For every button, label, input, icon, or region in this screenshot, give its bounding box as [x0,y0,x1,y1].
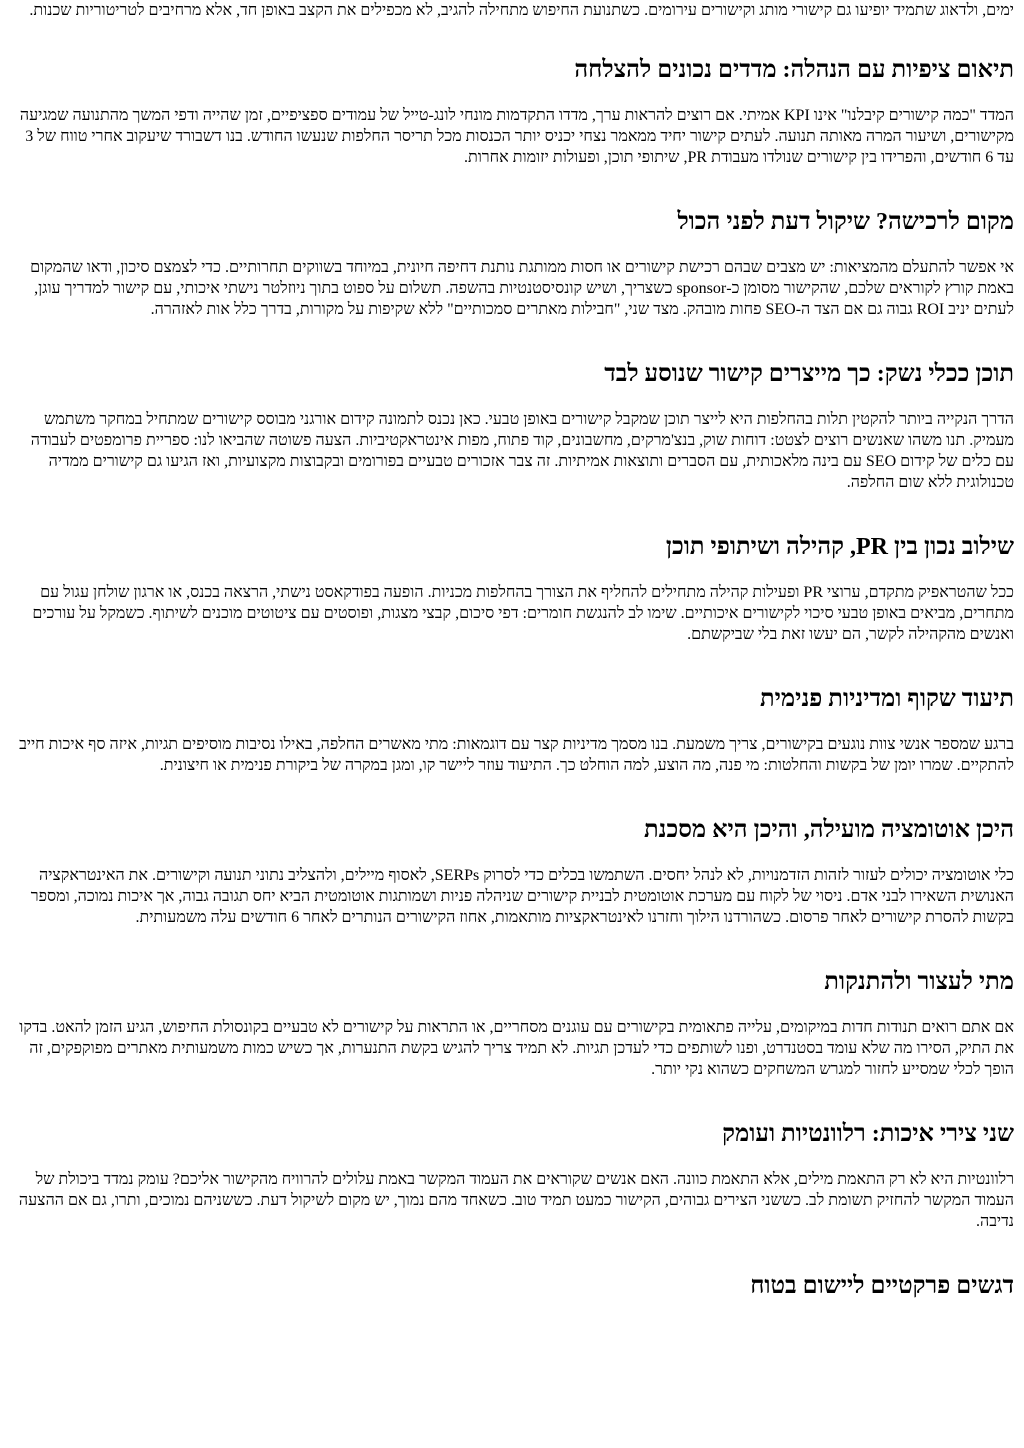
section-paragraph: המדד "כמה קישורים קיבלנו" אינו KPI אמיתי. אם רוצים להראות ערך, מדדו התקדמות מונחי לונג-טייל של עמודים ספציפיים, זמן שהייה ודפי המשך מהתנועה שמגיעה מקישורים, ושיעור המרה מאותה תנועה. לעתים קישור יחיד ממאמר נצחי יכניס יותר הכנסות מכל תריסר החלפות שנעשו החודש. בנו דשבורד שיעקוב אחרי טווח של 3 עד 6 חודשים, והפרידו בין קישורים שנולדו מעבודת PR, שיתופי תוכן, ופעולות יזומות אחרות. [19,107,1014,166]
section-purchase [12,207,1014,320]
section-kpi [12,55,1014,168]
section-tail [12,1271,1014,1301]
section-paragraph: ככל שהטראפיק מתקדם, ערוצי PR ופעילות קהילה מתחילים להחליף את הצורך בהחלפות מכניות. הופעה בפודקאסט נישתי, הרצאה בכנס, או ארגון שולחן עגול עם מתחרים, מביאים באופן טבעי סיכוי לקישורים איכותיים. שימו לב להנגשת חומרים: דפי סיכום, קבצי מצגות, ופוסטים עם ציטוטים מוכנים לשיתוף. כשמקל על עורכים ואנשים מהקהילה לקשר, הם יעשו זאת בלי שביקשתם. [32,584,1014,643]
section-heading: שני צירי איכות: רלוונטיות ועומק [722,1121,1014,1147]
section-automation [12,815,1014,928]
section-heading: היכן אוטומציה מועילה, והיכן היא מסכנת [644,817,1014,843]
section-pr [12,532,1014,645]
section-heading: תיאום ציפיות עם הנהלה: מדדים נכונים להצלחה [574,57,1014,83]
section-paragraph: הדרך הנקייה ביותר להקטין תלות בהחלפות היא לייצר תוכן שמקבל קישורים באופן טבעי. כאן נכנס לתמונה קידום אורגני מבוסס קישורים שמתחיל במחקר משתמש מעמיק. תנו משהו שאנשים רוצים לצטט: דוחות שוק, בנצ'מרקים, מחשבונים, קוד פתוח, מפות אינטראקטיביות. הצעה פשוטה שהביאו לנו: ספריית פרומפטים לעבודה עם כלים של קידום SEO עם בינה מלאכותית, עם הסברים ותוצאות אמיתיות. זה צבר אזכורים טבעיים בפורומים ובקבוצות מקצועיות, ואז הגיעו גם קישורים ממדיה טכנולוגית ללא שום החלפה. [30,411,1014,491]
section-heading: מתי לעצור ולהתנקות [824,969,1014,995]
section-paragraph: כלי אוטומציה יכולים לעזור לזהות הזדמנויות, לא לנהל יחסים. השתמשו בכלים כדי לסרוק SERPs, לאסוף מיילים, ולהצליב נתוני תנועה וקישורים. את האינטראקציה האנושית השאירו לבני אדם. ניסוי של לקוח עם מערכת אוטומטית לבניית קישורים שניהלה פניות ושמותגות אוטומטית הביא יחס תגובה גבוה, אך איכות נמוכה, ומספר בקשות להסרת קישורים לאחר פרסום. כשהורדנו הילוך וחזרנו לאינטראקציות מותאמות, אחוז הקישורים הנותרים לאחר 6 חודשים עלה משמעותית. [30,867,1014,926]
section-quality [12,1119,1014,1232]
section-heading: שילוב נכון בין PR, קהילה ושיתופי תוכן [665,534,1014,560]
section-policy [12,684,1014,776]
section-paragraph: ברגע שמספר אנשי צוות נוגעים בקישורים, צריך משמעת. בנו מסמך מדיניות קצר עם דוגמאות: מתי מאשרים החלפה, באילו נסיבות מוסיפים תגיות, איזה סף איכות חייב להתקיים. שמרו יומן של בקשות והחלטות: מי פנה, מה הוצע, למה הוחלט כך. התיעוד עוזר ליישר קו, ומגן במקרה של ביקורת פנימית או חיצונית. [19,736,1014,774]
section-heading: דגשים פרקטיים ליישום בטוח [750,1273,1014,1299]
section-paragraph: רלוונטיות היא לא רק התאמת מילים, אלא התאמת כוונה. האם אנשים שקוראים את העמוד המקשר באמת עלולים להרוויח מהקישור אליכם? עומק נמדד ביכולת של העמוד המקשר להחזיק תשומת לב. כששני הצירים גבוהים, הקישור כמעט תמיד טוב. כשאחד מהם נמוך, יש מקום לשיקול דעת. כששניהם נמוכים, ותרו, גם אם ההצעה נדיבה. [18,1171,1014,1230]
section-heading: מקום לרכישה? שיקול דעת לפני הכול [677,209,1014,235]
section-heading: תיעוד שקוף ומדיניות פנימית [760,686,1014,712]
section-paragraph: אי אפשר להתעלם מהמציאות: יש מצבים שבהם רכישת קישורים או חסות ממותגת נותנת דחיפה חיונית, במיוחד בשווקים תחרותיים. כדי לצמצם סיכון, ודאו שהמקום באמת קורץ לקוראים שלכם, שהקישור מסומן כ-sponsor כשצריך, ושיש קונסיסטנטיות בהשפה. תשלום על ספוט בתוך ניוזלטר נישתי איכותי, עם קישור למדריך עוגן, לעתים יניב ROI גבוה גם אם הצד ה-SEO פחות מובהק. מצד שני, "חבילות מאתרים סמכותיים" ללא שקיפות על מקורות, בדרך כלל אות לאזהרה. [30,259,1014,318]
intro-paragraph: ימים, ולדאוג שתמיד יופיעו גם קישורי מותג וקישורים עירומים. כשתנועת החיפוש מתחילה להגיב, לא מכפילים את הקצב באופן חד, אלא מרחיבים לטריטוריות שכנות. [29,2,1014,19]
section-content [12,359,1014,493]
section-paragraph: אם אתם רואים תנודות חדות במיקומים, עלייה פתאומית בקישורים עם עוגנים מסחריים, או התראות על קישורים לא טבעיים בקונסולת החיפוש, הגיע הזמן להאט. בדקו את התיק, הסירו מה שלא עומד בסטנדרט, ופנו לשותפים כדי לעדכן תגיות. לא תמיד צריך להגיש בקשת התנערות, אך כשיש כמות משמעותית מאתרים מפוקפקים, זה הופך לכלי שמסייע לחזור למגרש המשחקים כשהוא נקי יותר. [19,1019,1014,1078]
section-heading: תוכן ככלי נשק: כך מייצרים קישור שנוסע לבד [604,361,1014,387]
section-cleanup [12,967,1014,1080]
